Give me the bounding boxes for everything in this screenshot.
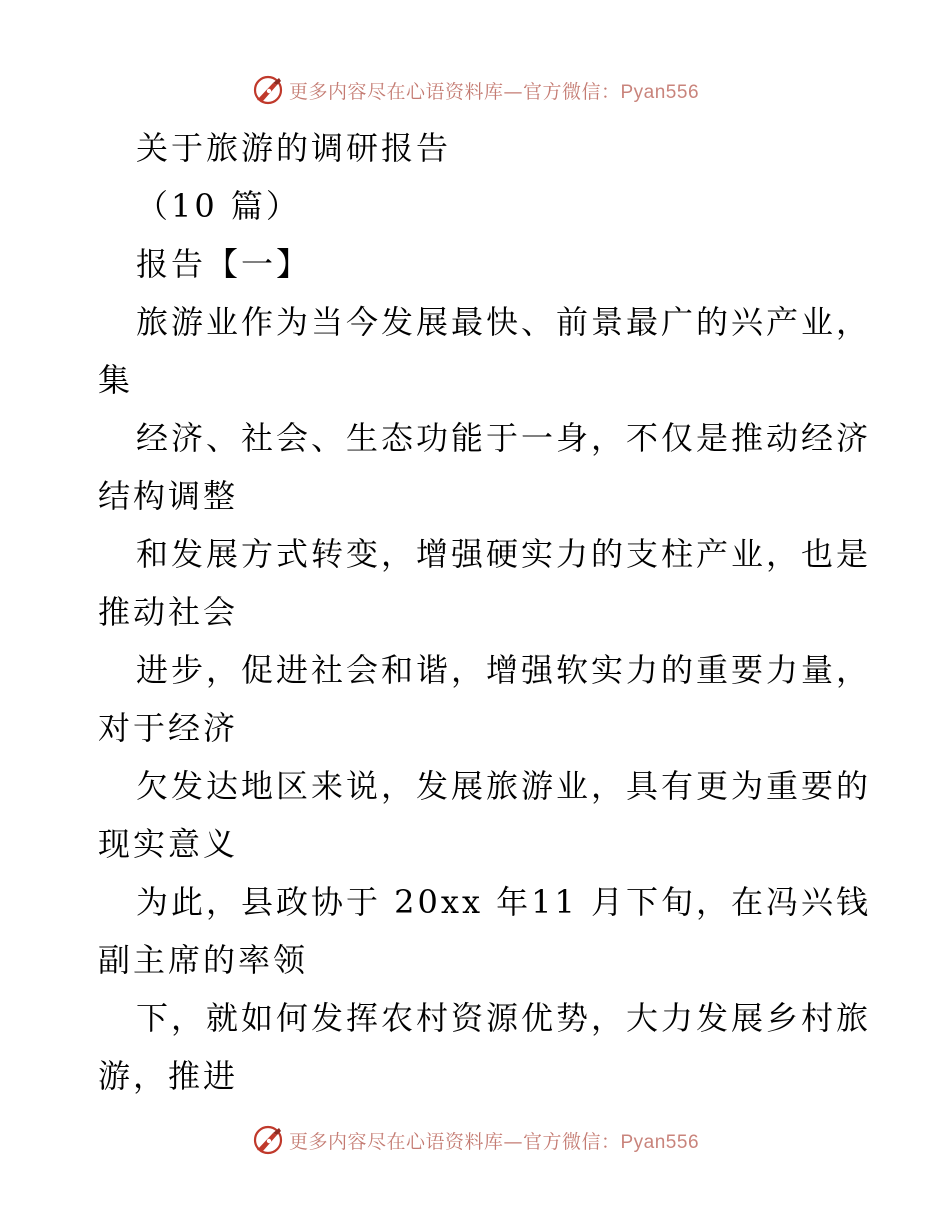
- paragraph-line: 集: [98, 361, 134, 399]
- document-title: 关于旅游的调研报告: [136, 129, 452, 167]
- paragraph-line: 结构调整: [98, 477, 239, 515]
- section-heading: 报告【一】: [136, 245, 312, 283]
- pen-nib-logo-icon: [251, 73, 285, 107]
- watermark-prefix: 更多内容尽在心语资料库—官方微信：: [288, 1130, 621, 1153]
- paragraph-line: 为此，县政协于 20xx 年11 月下旬，在冯兴钱: [136, 883, 872, 921]
- watermark-text: [289, 77, 699, 104]
- watermark-text: [289, 1127, 699, 1154]
- document-subtitle: （10 篇）: [136, 187, 301, 225]
- paragraph-line: 旅游业作为当今发展最快、前景最广的兴产业，: [136, 303, 872, 341]
- paragraph-line: 对于经济: [98, 709, 239, 747]
- footer-watermark: [0, 1120, 950, 1160]
- watermark-handle: Pyan556: [620, 1131, 700, 1153]
- paragraph-line: 现实意义: [98, 825, 239, 863]
- paragraph-line: 经济、社会、生态功能于一身，不仅是推动经济: [136, 419, 872, 457]
- paragraph-line: 推动社会: [98, 593, 239, 631]
- watermark-prefix: 更多内容尽在心语资料库—官方微信：: [288, 80, 621, 103]
- paragraph-line: 欠发达地区来说，发展旅游业，具有更为重要的: [136, 767, 872, 805]
- watermark-handle: Pyan556: [620, 81, 700, 103]
- paragraph-line: 游，推进: [98, 1057, 239, 1095]
- paragraph-line: 进步，促进社会和谐，增强软实力的重要力量，: [136, 651, 872, 689]
- header-watermark: [0, 70, 950, 110]
- pen-nib-logo-icon: [251, 1123, 285, 1157]
- paragraph-line: 下，就如何发挥农村资源优势，大力发展乡村旅: [136, 999, 872, 1037]
- paragraph-line: 副主席的率领: [98, 941, 309, 979]
- paragraph-line: 和发展方式转变，增强硬实力的支柱产业，也是: [136, 535, 872, 573]
